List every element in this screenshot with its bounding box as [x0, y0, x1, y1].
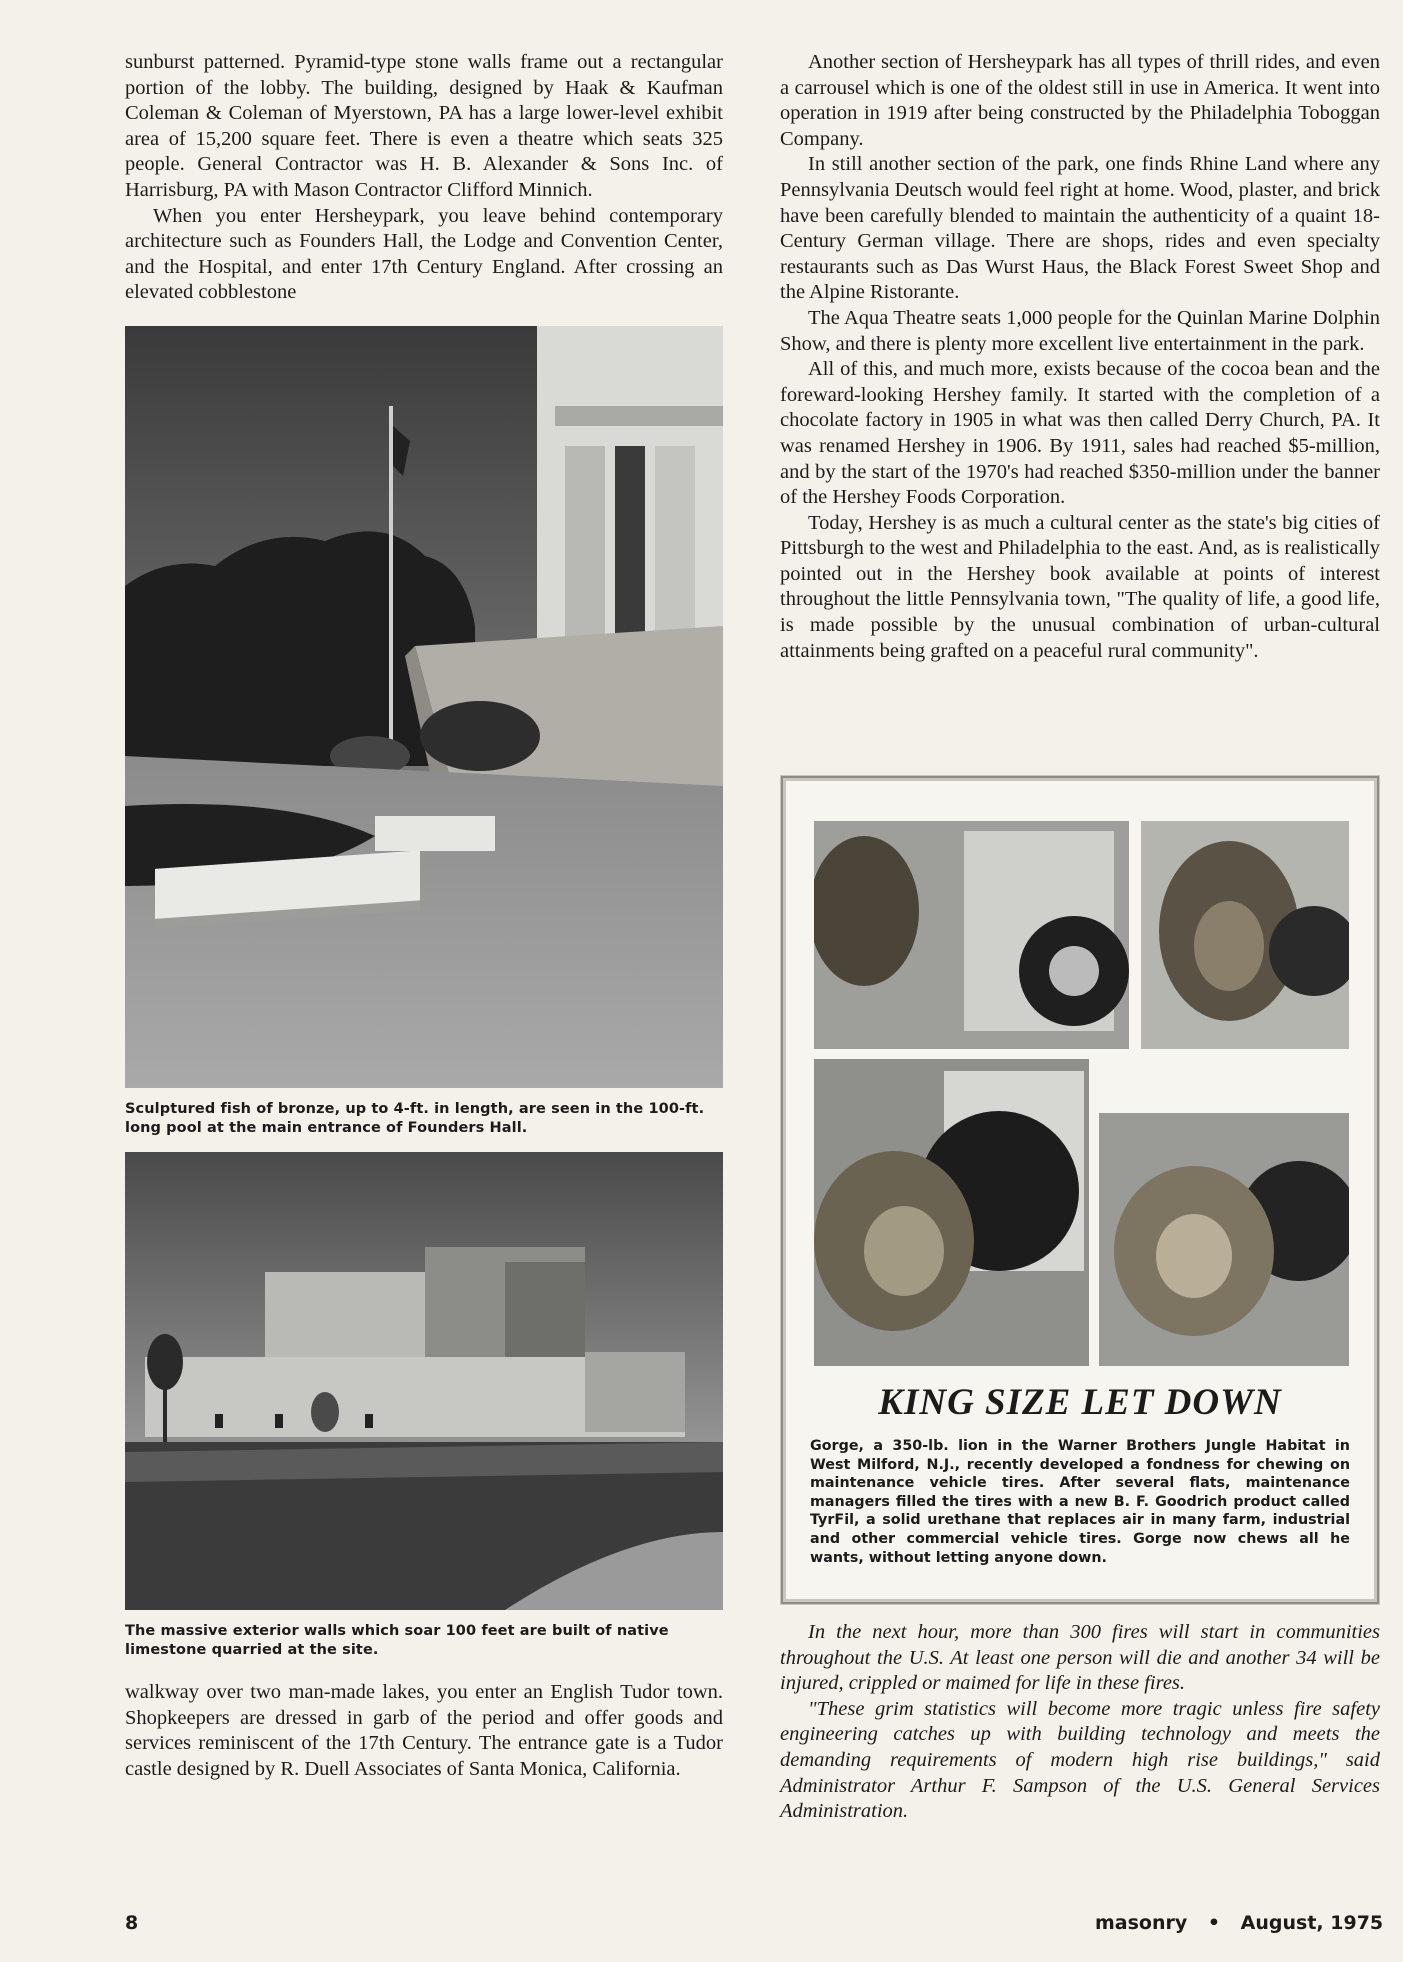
left-paragraph-3: walkway over two man-made lakes, you enter an English Tudor town. Shopkeepers are dressed in garb of the period and offer goods and services reminiscent of the 17th Century. The entrance gate is a Tudor castle designed by R. Duell Associates of Santa Monica, California.	[125, 1680, 723, 1780]
right-paragraph-1: Another section of Hersheypark has all types of thrill rides, and even a carrousel which is one of the oldest still in use in America. It went into operation in 1919 after being constructed by the Philadelphia Toboggan Company.	[780, 51, 1380, 150]
right-paragraph-2: In still another section of the park, one finds Rhine Land where any Pennsylvania Deutsch would feel right at home. Wood, plaster, and brick have been carefully blended to maintain the authenticity of a quaint 18-Century German village. There are shops, rides and even specialty restaurants such as Das Wurst Haus, the Black Forest Sweet Shop and the Alpine Ristorante.	[780, 153, 1380, 304]
footer-publication	[1095, 1912, 1383, 1934]
ad-body-text: Gorge, a 350-lb. lion in the Warner Brothers Jungle Habitat in West Milford, N.J., recently developed a fondness for chewing on maintenance vehicle tires. After several flats, maintenance managers filled the tires with a new B. F. Goodrich product called TyrFil, a solid urethane that replaces air in many farm, industrial and other commercial vehicle tires. Gorge now chews all he wants, without letting anyone down.	[810, 1438, 1350, 1566]
right-paragraph-5: Today, Hershey is as much a cultural center as the state's big cities of Pittsburgh to the west and Philadelphia to the east. And, as is realistically pointed out in the Hershey book available at points of interest throughout the little Pennsylvania town, "The quality of life, a good life, is made possible by the unusual combination of urban-cultural attainments being grafted on a peaceful rural community".	[780, 511, 1380, 662]
right-paragraph-4: All of this, and much more, exists because of the cocoa bean and the foreward-looking Hershey family. It started with the completion of a chocolate factory in 1905 in what was then called Derry Church, PA. It was renamed Hershey in 1906. By 1911, sales had reached $5-million, and by the start of the 1970's had reached $350-million under the banner of the Hershey Foods Corporation.	[780, 358, 1380, 509]
left-paragraph-2: When you enter Hersheypark, you leave behind contemporary architecture such as Founders Hall, the Lodge and Convention Center, and the Hospital, and enter 17th Century England. After crossing an elevated cobblestone	[125, 204, 723, 304]
issue-date: August, 1975	[1240, 1912, 1384, 1934]
page-number: 8	[125, 1912, 139, 1934]
ad-box	[780, 775, 1380, 1605]
photo-caption-2: The massive exterior walls which soar 100 feet are built of native limestone quarried at the site.	[125, 1622, 669, 1658]
left-column	[125, 50, 723, 1782]
limestone-walls-photo	[125, 1152, 723, 1610]
fire-note-paragraph-1: In the next hour, more than 300 fires will start in communities throughout the U.S. At least one person will die and another 34 will be injured, crippled or maimed for life in these fires.	[780, 1621, 1380, 1695]
founders-hall-photo	[125, 326, 723, 1088]
footer-bullet: •	[1207, 1912, 1221, 1934]
magazine-name: masonry	[1095, 1912, 1188, 1934]
ad-headline: KING SIZE LET DOWN	[878, 1382, 1282, 1423]
fire-safety-note	[780, 1620, 1380, 1825]
photo-caption-1: Sculptured fish of bronze, up to 4-ft. in length, are seen in the 100-ft. long pool at the main entrance of Founders Hall.	[125, 1100, 705, 1136]
right-column	[780, 50, 1380, 664]
fire-note-paragraph-2: "These grim statistics will become more tragic unless fire safety engineering catches up with building technology and meets the demanding requirements of modern high rise buildings," said Administrator Arthur F. Sampson of the U.S. General Services Administration.	[780, 1697, 1380, 1823]
right-paragraph-3: The Aqua Theatre seats 1,000 people for the Quinlan Marine Dolphin Show, and there is plenty more excellent live entertainment in the park.	[780, 306, 1380, 355]
left-paragraph-1: sunburst patterned. Pyramid-type stone walls frame out a rectangular portion of the lobby. The building, designed by Haak & Kaufman Coleman & Coleman of Myerstown, PA has a large lower-level exhibit area of 15,200 square feet. There is even a theatre which seats 325 people. General Contractor was H. B. Alexander & Sons Inc. of Harrisburg, PA with Mason Contractor Clifford Minnich.	[125, 51, 723, 201]
lion-photo-collage	[814, 821, 1349, 1366]
